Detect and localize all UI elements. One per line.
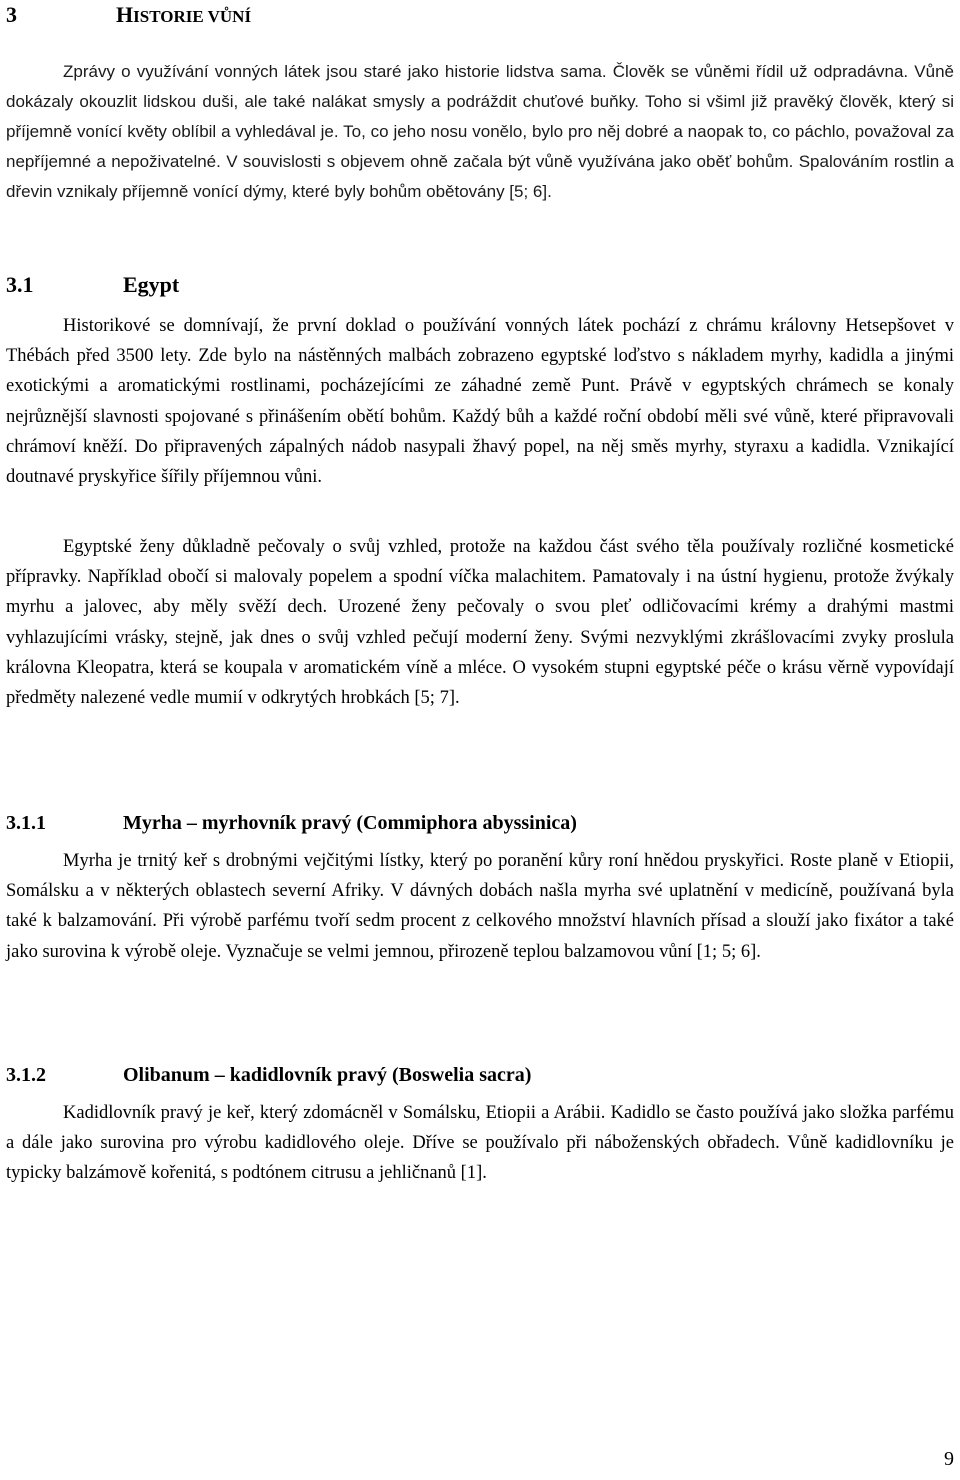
subsection-title: Olibanum – kadidlovník pravý (Boswelia sacra): [123, 1064, 532, 1086]
egypt-paragraph-1: Historikové se domnívají, že první doklad o používání vonných látek pochází z chrámu královny Hetsepšovet v Thébách před 3500 lety. Zde bylo na nástěnných malbách zobrazeno egyptské loďstvo s nákladem myrhy, kadidla a jinými exotickými a aromatickými rostlinami, pocházejícími ze záhadné země Punt. Právě v egyptských chrámech se konaly nejrůznější slavnosti spojované s přinášením obětí bohům. Každý bůh a každé roční období měli své vůně, které připravovali chrámoví kněží. Do připravených zápalných nádob nasypali žhavý popel, na něj směs myrhy, styraxu a kadidla. Vznikající doutnavé pryskyřice šířily příjemnou vůni.: [6, 316, 954, 488]
chapter-title-initial: H: [116, 2, 134, 27]
chapter-heading: [6, 0, 251, 32]
subsection-title: Myrha – myrhovník pravý (Commiphora abyssinica): [123, 812, 577, 834]
section-title: Egypt: [123, 272, 180, 297]
subsection-number: 3.1.2: [6, 1064, 46, 1086]
egypt-paragraph-2: Egyptské ženy důkladně pečovaly o svůj vzhled, protože na každou část svého těla používaly rozličné kosmetické přípravky. Například obočí si malovaly popelem a spodní víčka malachitem. Pamatovaly i na ústní hygienu, protože žvýkaly myrhu a jalovec, aby měly svěží dech. Urozené ženy pečovaly o svou pleť odličovacími krémy a drahými mastmi vyhlazujícími vrásky, stejně, jak dnes o svůj vzhled pečují moderní ženy. Svými nezvyklými zkrášlovacími zvyky proslula královna Kleopatra, která se koupala v aromatickém víně a mléce. O vysokém stupni egyptské péče o krásu věrně vypovídají předměty nalezené vedle mumií v odkrytých hrobkách [5; 7].: [6, 537, 954, 709]
subsection-number: 3.1.1: [6, 812, 46, 834]
subsection-heading-olibanum: [6, 1060, 531, 1090]
chapter-number: 3: [6, 2, 17, 27]
intro-paragraph: Zprávy o využívání vonných látek jsou staré jako historie lidstva sama. Člověk se vůněmi řídil už odpradávna. Vůně dokázaly okouzlit lidskou duši, ale také nalákat smysly a podráždit chuťové buňky. Toho si všiml již pravěký člověk, který si příjemně vonící květy oblíbil a vyhledával je. To, co jeho nosu vonělo, bylo pro něj dobré a naopak to, co páchlo, považoval za nepříjemné a nepoživatelné. V souvislosti s objevem ohně začala být vůně využívána jako oběť bohům. Spalováním rostlin a dřevin vznikaly příjemně vonící dýmy, které byly bohům obětovány [5; 6].: [6, 62, 954, 201]
page-number: 9: [944, 1448, 954, 1470]
chapter-title-rest: ISTORIE VŮNÍ: [133, 7, 252, 26]
olibanum-paragraph: Kadidlovník pravý je keř, který zdomácněl v Somálsku, Etiopii a Arábii. Kadidlo se často používá jako složka parfému a dále jako surovina pro výrobu kadidlového oleje. Dříve se používalo při náboženských obřadech. Vůně kadidlovníku je typicky balzámově kořenitá, s podtónem citrusu a jehličnanů [1].: [6, 1103, 954, 1184]
section-number: 3.1: [6, 272, 34, 297]
subsection-heading-myrha: [6, 808, 577, 838]
myrha-paragraph: Myrha je trnitý keř s drobnými vejčitými lístky, který po poranění kůry roní hnědou pryskyřici. Roste planě v Etiopii, Somálsku a v některých oblastech severní Afriky. V dávných dobách našla myrha své uplatnění v medicíně, používaná byla také k balzamování. Při výrobě parfému tvoří sedm procent z celkového množství hlavních přísad a slouží jako fixátor a také jako surovina k výrobě oleje. Vyznačuje se velmi jemnou, přirozeně teplou balzamovou vůní [1; 5; 6].: [6, 851, 954, 962]
section-heading-egypt: [6, 270, 179, 300]
